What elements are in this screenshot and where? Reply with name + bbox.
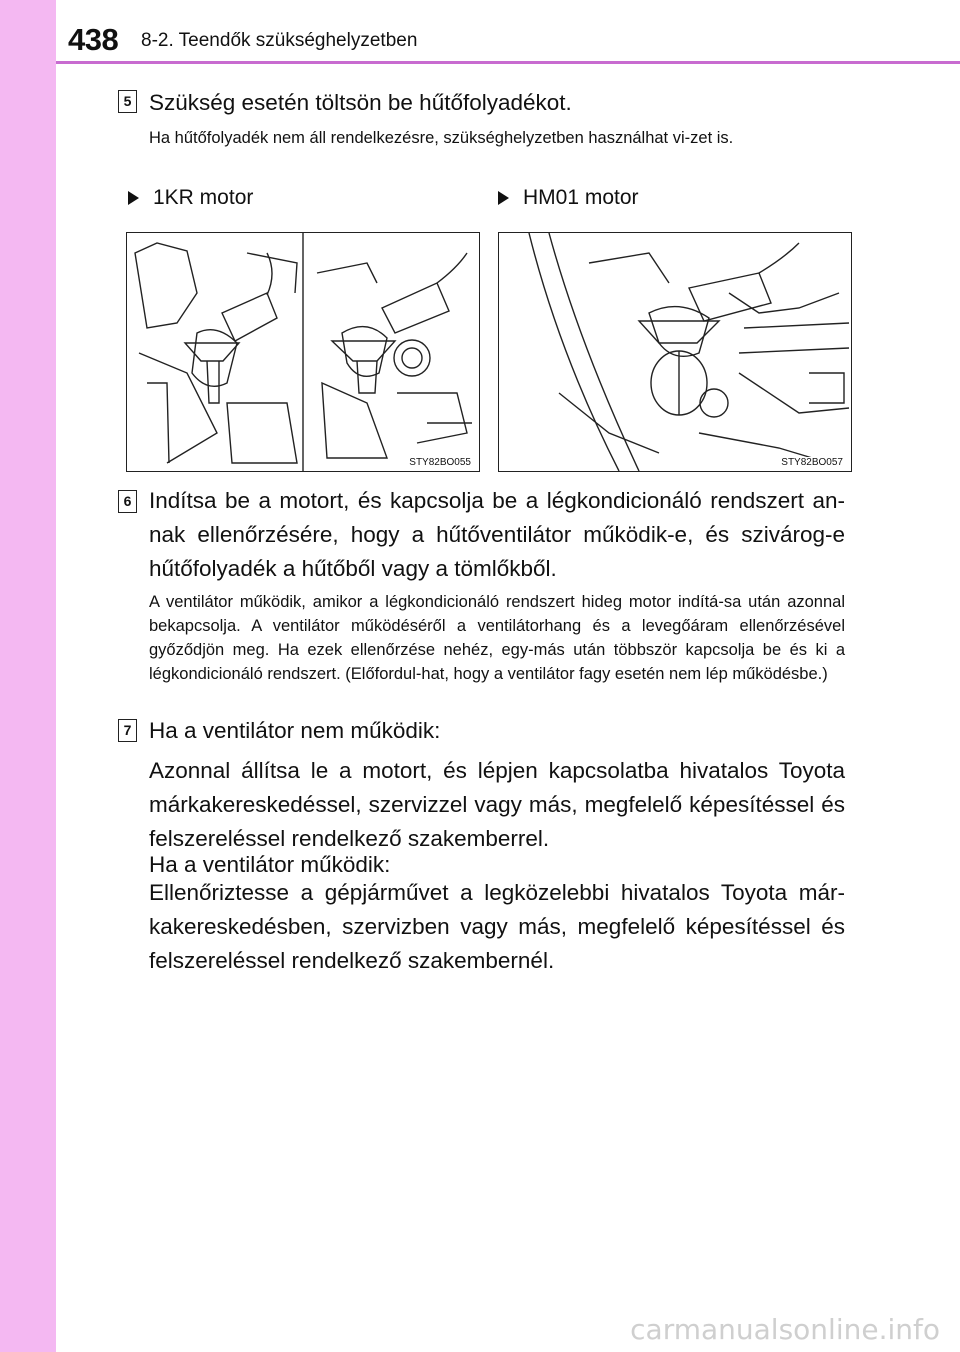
step-6-text: Indítsa be a motort, és kapcsolja be a légkondicionáló rendszert an-nak ellenőrzésére, hogy a hűtőventilátor működik-e, és szivárog-e hűtőfolyadék a hűtőből vagy a tömlőkből.: [149, 488, 845, 581]
engine-illustration-hm01: [499, 233, 851, 471]
triangle-bullet-icon: [498, 191, 509, 205]
figure-code-right: STY82BO057: [781, 457, 843, 468]
step-number-6: 6: [118, 490, 137, 513]
triangle-bullet-icon: [128, 191, 139, 205]
figure-hm01-motor: [498, 232, 852, 472]
step-7-condition-2: Ha a ventilátor működik:: [149, 852, 391, 877]
step-5-text: Szükség esetén töltsön be hűtőfolyadékot.: [149, 90, 572, 115]
header-divider: [56, 61, 960, 64]
page-number: 438: [68, 22, 119, 57]
step-number-7: 7: [118, 719, 137, 742]
step-7-instruction-1: Azonnal állítsa le a motort, és lépjen kapcsolatba hivatalos Toyota márkakereskedéssel, szervizzel vagy más, megfelelő képesítéssel és felszereléssel rendelkező szakemberrel.: [149, 758, 845, 851]
watermark: carmanualsonline.info: [630, 1313, 940, 1346]
figure-1kr-motor: [126, 232, 480, 472]
figure-code-left: STY82BO055: [409, 457, 471, 468]
step-number-5: 5: [118, 90, 137, 113]
label-hm01-motor: HM01 motor: [498, 186, 639, 210]
label-1kr-motor: 1KR motor: [128, 186, 253, 210]
section-title: 8-2. Teendők szükséghelyzetben: [141, 30, 418, 51]
chapter-sidebar: [0, 0, 56, 1352]
step-7-instruction-2: Ellenőriztesse a gépjárművet a legközelebbi hivatalos Toyota már-kakereskedésben, szervizben vagy más, megfelelő képesítéssel és felszereléssel rendelkező szakembernél.: [149, 880, 845, 973]
step-7-condition-1: Ha a ventilátor nem működik:: [149, 718, 441, 743]
engine-illustration-1kr: [127, 233, 479, 471]
step-5-note: Ha hűtőfolyadék nem áll rendelkezésre, szükséghelyzetben használhat vi-zet is.: [149, 129, 734, 147]
step-6-note: A ventilátor működik, amikor a légkondicionáló rendszert hideg motor indítá-sa után azonnal bekapcsolja. A ventilátor működéséről a ventilátorhang és a levegőáram ellenőrzésével győződjön meg. Ha ezek ellenőrzése nehéz, egy-más után többször kapcsolja be és ki a légkondicionáló rendszert. (Előfordul-hat, hogy a ventilátor fagy esetén nem lép működésbe.): [149, 593, 845, 683]
